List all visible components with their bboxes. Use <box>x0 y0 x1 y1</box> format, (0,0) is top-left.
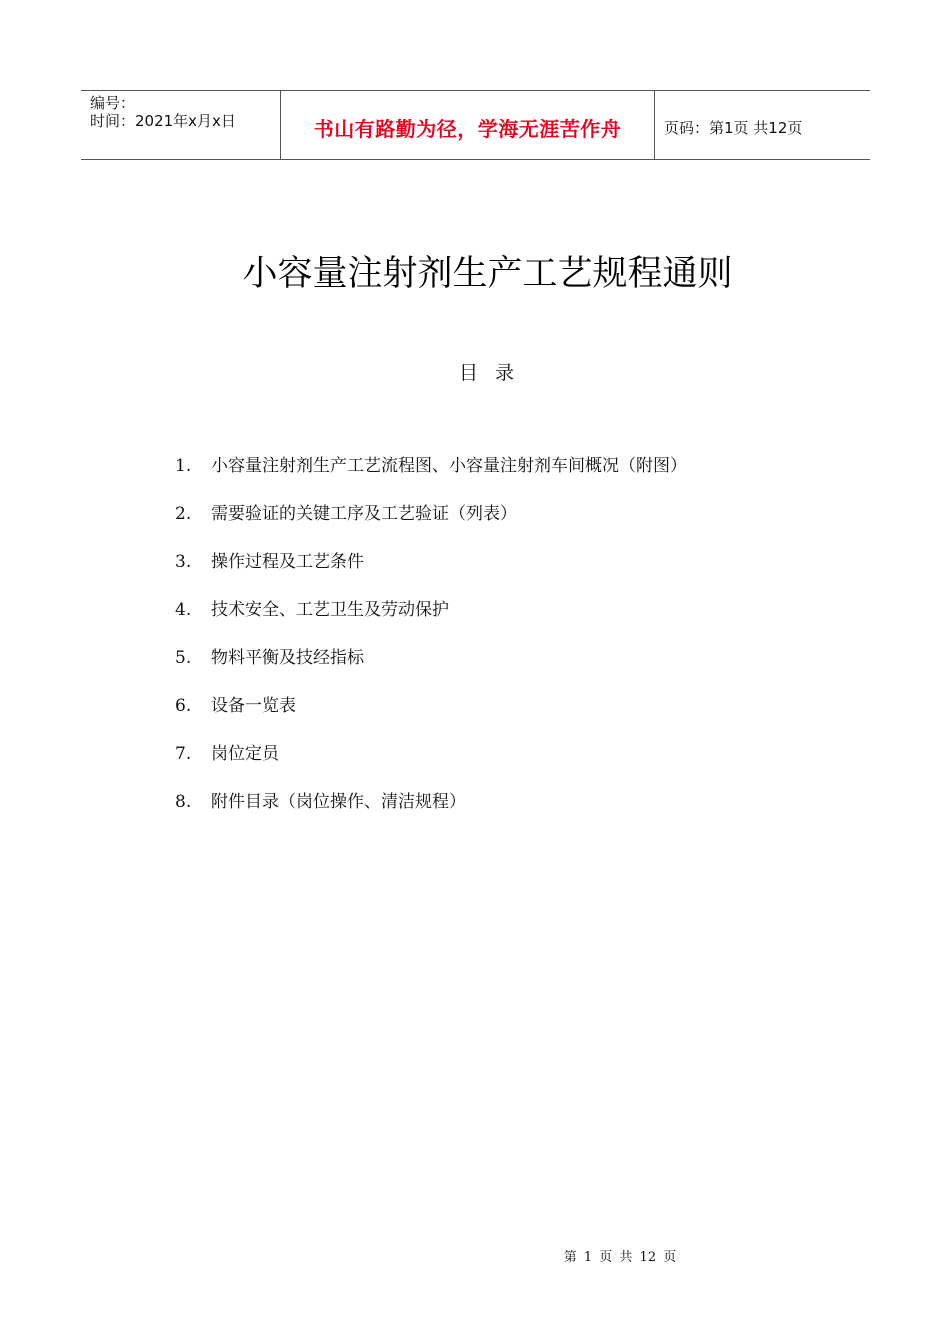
toc-item-number: 6. <box>175 696 192 716</box>
toc-item <box>175 550 687 598</box>
toc-item <box>175 598 687 646</box>
toc-item <box>175 742 687 790</box>
toc-item-text: 技术安全、工艺卫生及劳动保护 <box>211 600 449 620</box>
header-meta-cell <box>81 91 281 159</box>
document-header <box>81 90 870 160</box>
toc-item-text: 岗位定员 <box>211 744 279 764</box>
toc-item-number: 5. <box>175 648 192 668</box>
toc-item-number: 3. <box>175 552 192 572</box>
toc-item-text: 物料平衡及技经指标 <box>211 648 364 668</box>
toc-item-text: 附件目录（岗位操作、清洁规程） <box>211 792 466 812</box>
toc-item <box>175 646 687 694</box>
toc-heading: 目录 <box>458 362 531 384</box>
toc-item <box>175 694 687 742</box>
table-of-contents <box>175 454 687 838</box>
header-motto: 书山有路勤为径，学海无涯苦作舟 <box>313 116 622 141</box>
toc-item-number: 4. <box>175 600 192 620</box>
toc-item-number: 2. <box>175 504 192 524</box>
document-time-label: 时间：2021年x月x日 <box>90 112 236 130</box>
toc-item-number: 8. <box>175 792 192 812</box>
toc-item <box>175 454 687 502</box>
toc-item <box>175 790 687 838</box>
page-footer: 第 1 页 共 12 页 <box>563 1250 677 1265</box>
toc-item-text: 小容量注射剂生产工艺流程图、小容量注射剂车间概况（附图） <box>211 456 687 476</box>
document-title: 小容量注射剂生产工艺规程通则 <box>242 254 733 294</box>
toc-item-text: 设备一览表 <box>211 696 296 716</box>
document-number-label: 编号： <box>90 94 136 112</box>
header-page-info: 页码：第1页 共12页 <box>664 118 803 137</box>
header-page-cell <box>655 91 870 159</box>
toc-item-number: 1. <box>175 456 192 476</box>
header-motto-cell <box>281 91 655 159</box>
toc-item-text: 操作过程及工艺条件 <box>211 552 364 572</box>
toc-item-text: 需要验证的关键工序及工艺验证（列表） <box>211 504 517 524</box>
toc-item-number: 7. <box>175 744 192 764</box>
toc-item <box>175 502 687 550</box>
